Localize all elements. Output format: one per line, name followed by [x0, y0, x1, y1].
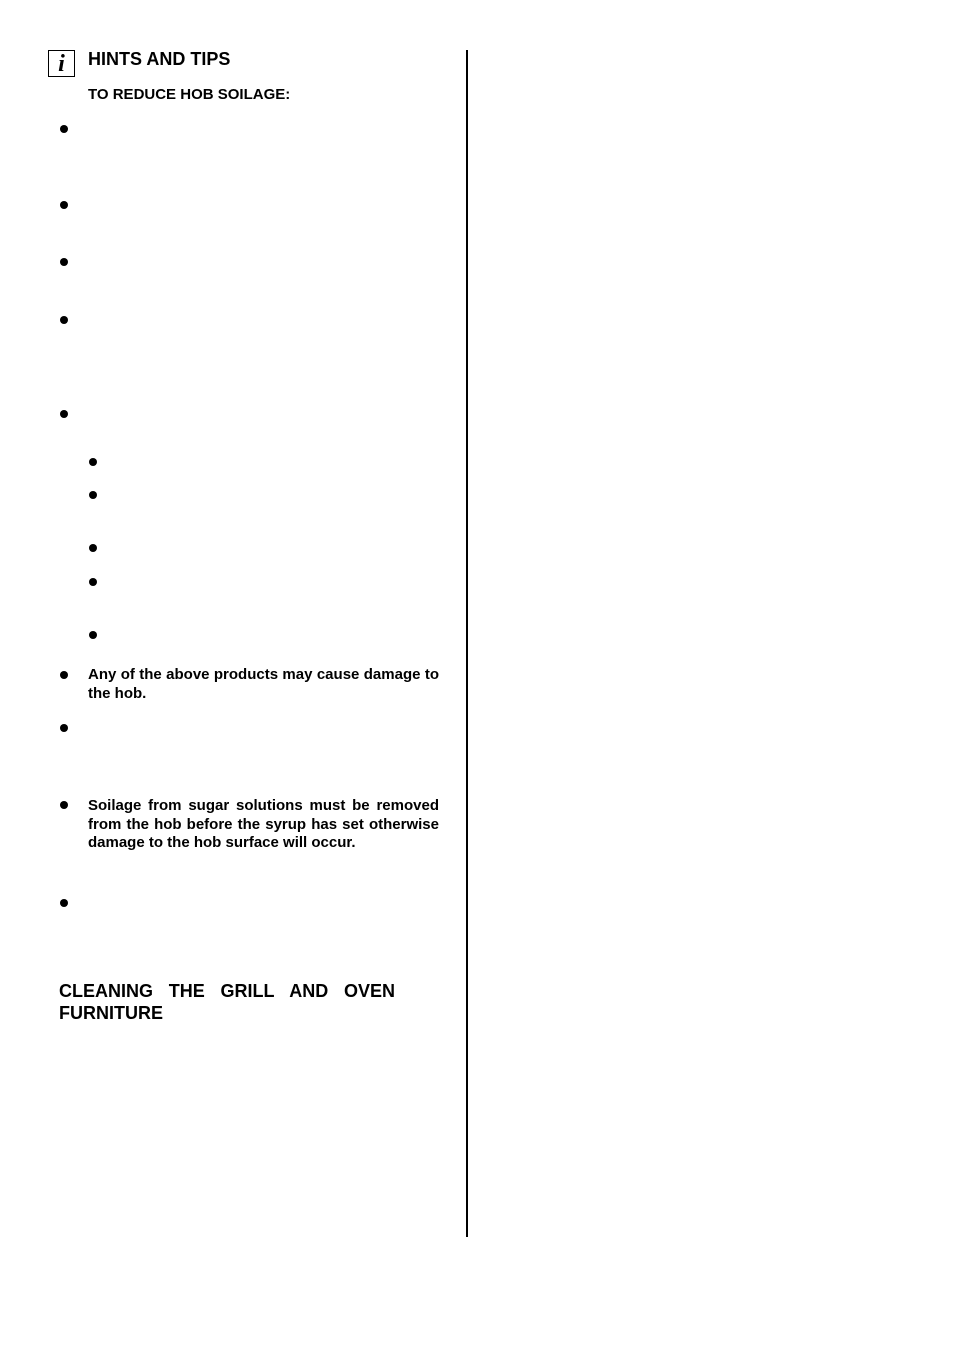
sub-bullet-marker: [89, 458, 97, 466]
sub-bullet-marker: [89, 631, 97, 639]
sub-bullet-marker: [89, 491, 97, 499]
damage-warning-text: Any of the above products may cause damage to the hob.: [88, 666, 439, 702]
bullet-marker: [60, 801, 68, 809]
cleaning-section-title: CLEANING THE GRILL AND OVEN FURNITURE: [59, 981, 395, 1023]
bullet-marker: [60, 899, 68, 907]
bullet-marker: [60, 201, 68, 209]
bullet-marker: [60, 316, 68, 324]
bullet-marker: [60, 410, 68, 418]
bullet-marker: [60, 258, 68, 266]
info-icon: i: [48, 50, 75, 77]
hints-title: HINTS AND TIPS: [88, 49, 231, 69]
bullet-marker: [60, 125, 68, 133]
sub-bullet-marker: [89, 578, 97, 586]
bullet-marker: [60, 671, 68, 679]
sugar-soilage-text: Soilage from sugar solutions must be removed from the hob before the syrup has set otherwise damage to the hob surface will occur.: [88, 797, 439, 851]
column-divider: [466, 50, 468, 1237]
sub-bullet-marker: [89, 544, 97, 552]
bullet-marker: [60, 724, 68, 732]
hints-subtitle: TO REDUCE HOB SOILAGE:: [88, 86, 291, 103]
